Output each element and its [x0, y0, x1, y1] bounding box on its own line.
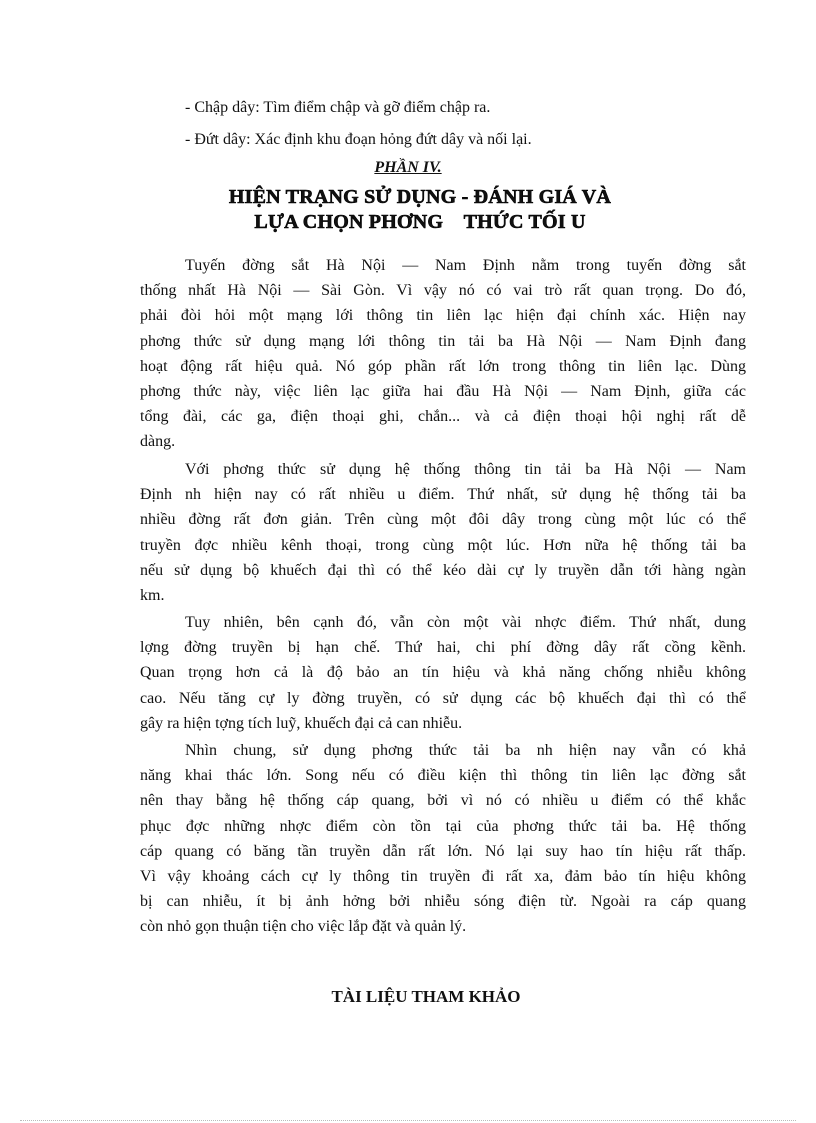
page-bottom-divider: [20, 1120, 796, 1121]
paragraph-line: Nhìn chung, sử dụng phơng thức tải ba nh hiện nay vẫn có khả: [185, 742, 746, 759]
paragraph-1: [140, 253, 746, 455]
paragraph-line: nếu sử dụng bộ khuếch đại thì có thể kéo dài cự ly truyền dẫn tới hàng ngàn: [140, 561, 746, 579]
section-title-line-2: LỰA CHỌN PHƠNG THỨC TỐI U: [254, 211, 586, 233]
paragraph-2: [140, 457, 746, 608]
paragraph-line: Vì vậy khoảng cách cự ly thông tin truyền đi rất xa, đảm bảo tín hiệu không: [140, 867, 746, 885]
paragraph-line: nên thay bằng hệ thống cáp quang, bởi vì nó có nhiều u điểm có thể khắc: [140, 792, 746, 810]
part-label: PHẦN IV.: [374, 159, 442, 176]
paragraph-line: Quan trọng hơn cả là độ bảo an tín hiệu và khả năng chống nhiễu không: [140, 664, 746, 682]
paragraph-line: thống nhất Hà Nội — Sài Gòn. Vì vậy nó có vai trò rất quan trọng. Do đó,: [140, 282, 746, 300]
paragraph-3: [140, 610, 746, 736]
paragraph-line: phơng thức này, việc liên lạc giữa hai đầu Hà Nội — Nam Định, giữa các: [140, 382, 746, 400]
paragraph-line: Tuy nhiên, bên cạnh đó, vẫn còn một vài nhợc điểm. Thứ nhất, dung: [185, 614, 746, 631]
paragraph-line: còn nhỏ gọn thuận tiện cho việc lắp đặt và quản lý.: [140, 918, 467, 936]
references-heading: TÀI LIỆU THAM KHẢO: [331, 987, 521, 1006]
paragraph-line: cáp quang có băng tần truyền dẫn rất lớn. Nó lại suy hao tín hiệu rất thấp.: [140, 842, 746, 860]
paragraph-line: nhiều đờng rất đơn giản. Trên cùng một đôi dây trong cùng một lúc có thể: [140, 511, 746, 529]
paragraph-line: bị can nhiễu, ít bị ảnh hởng bởi nhiễu sóng điện từ. Ngoài ra cáp quang: [140, 893, 746, 911]
paragraph-line: hoạt động rất hiệu quả. Nó góp phần rất lớn trong thông tin liên lạc. Dùng: [140, 357, 746, 375]
bullet-broken-wire: - Đứt dây: Xác định khu đoạn hỏng đứt dây và nối lại.: [185, 131, 532, 148]
paragraph-line: truyền đợc nhiều kênh thoại, trong cùng một lúc. Hơn nữa hệ thống tải ba: [140, 536, 746, 554]
paragraph-line: tổng đài, các ga, điện thoại ghi, chắn... và cả điện thoại hội nghị rất dễ: [140, 408, 746, 426]
section-title-line-1: HIỆN TRẠNG SỬ DỤNG - ĐÁNH GIÁ VÀ: [228, 186, 612, 208]
paragraph-line: cao. Nếu tăng cự ly đờng truyền, có sử dụng các bộ khuếch đại thì có thể: [140, 689, 746, 707]
paragraph-line: Định nh hiện nay có rất nhiều u điểm. Thứ nhất, sử dụng hệ thống tải ba: [140, 486, 746, 504]
bullet-short-circuit: - Chập dây: Tìm điểm chập và gỡ điểm chập ra.: [185, 99, 491, 116]
paragraph-line: phục đợc những nhợc điểm còn tồn tại của phơng thức tải ba. Hệ thống: [140, 817, 746, 835]
paragraph-line: Tuyến đờng sắt Hà Nội — Nam Định nằm trong tuyến đờng sắt: [185, 257, 746, 274]
paragraph-4: [140, 738, 746, 940]
paragraph-line: phải đòi hỏi một mạng lới thông tin liên lạc hiện đại chính xác. Hiện nay: [140, 307, 746, 325]
paragraph-line: km.: [140, 586, 165, 604]
paragraph-line: lợng đờng truyền bị hạn chế. Thứ hai, chi phí đờng dây rất cồng kềnh.: [140, 639, 746, 657]
paragraph-line: Với phơng thức sử dụng hệ thống thông tin tải ba Hà Nội — Nam: [185, 461, 746, 478]
paragraph-line: gây ra hiện tợng tích luỹ, khuếch đại cả can nhiễu.: [140, 714, 463, 732]
paragraph-line: dàng.: [140, 433, 176, 451]
paragraph-line: năng khai thác lớn. Song nếu có điều kiện thì thông tin liên lạc đờng sắt: [140, 767, 746, 785]
paragraph-line: phơng thức sử dụng mạng lới thông tin tải ba Hà Nội — Nam Định đang: [140, 332, 746, 350]
